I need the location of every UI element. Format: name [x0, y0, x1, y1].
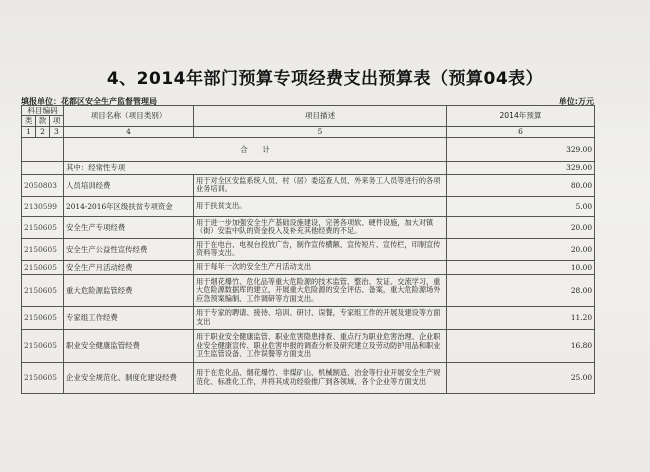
- project-name: 2014-2016年区级扶贫专项资金: [64, 196, 194, 216]
- budget-table: [21, 105, 595, 394]
- table-row: [22, 329, 595, 362]
- subject-code: 2150605: [22, 306, 64, 329]
- col-number: 5: [194, 126, 447, 137]
- project-desc: 用于在电台、电视台投放广告，制作宣传横额、宣传短片、宣传栏，印制宣传资料等支出。: [194, 238, 447, 260]
- col-number: 6: [447, 126, 595, 137]
- subject-code: 2150605: [22, 260, 64, 274]
- subject-code: 2150605: [22, 238, 64, 260]
- table-row: [22, 274, 595, 306]
- budget-value: 28.00: [447, 274, 595, 306]
- xiang-header: 项: [50, 116, 64, 126]
- lei-header: 类: [22, 116, 36, 126]
- total-value: 329.00: [447, 137, 595, 161]
- col-number: 1: [22, 126, 36, 137]
- budget-value: 10.00: [447, 260, 595, 274]
- project-name: 重大危险源监管经费: [64, 274, 194, 306]
- project-desc: 用于每年一次的安全生产月活动支出: [194, 260, 447, 274]
- col-number: 2: [36, 126, 50, 137]
- table-row: [22, 216, 595, 238]
- project-name: 安全生产专项经费: [64, 216, 194, 238]
- project-name-header: 项目名称（项目类别）: [64, 106, 194, 127]
- budget-value: 25.00: [447, 362, 595, 393]
- project-desc: 用于进一步加强安全生产基础设施建设，完善各项软、硬件设施，加大对镇（街）安监中队的资金投入及补充其他经费的不足。: [194, 216, 447, 238]
- project-name: 职业安全健康监管经费: [64, 329, 194, 362]
- project-name: 专家组工作经费: [64, 306, 194, 329]
- subject-code: 2150605: [22, 216, 64, 238]
- col-number: 3: [50, 126, 64, 137]
- kuan-header: 款: [36, 116, 50, 126]
- col-number: 4: [64, 126, 194, 137]
- project-desc: 用于职业安全健康监管、职业危害隐患排查、重点行为职业危害治理、企业职业安全健康宣传、职业危害申报的调查分析及研究建立及劳动防护用品和职业卫生监管设备、工作误餐等方面支出: [194, 329, 447, 362]
- budget-header: 2014年预算: [447, 106, 595, 127]
- table-row: [22, 174, 595, 196]
- budget-value: 20.00: [447, 238, 595, 260]
- project-name: 人员培训经费: [64, 174, 194, 196]
- column-number-row: [22, 126, 595, 137]
- project-desc: 用于专家的聘请、接待、培训、研讨、误餐，专家组工作的开展及建设等方面支出: [194, 306, 447, 329]
- budget-value: 16.80: [447, 329, 595, 362]
- table-row: [22, 196, 595, 216]
- subtotal-label: 其中：经常性专项: [64, 161, 447, 174]
- total-label: 合 计: [64, 137, 447, 161]
- table-row: [22, 260, 595, 274]
- project-desc: 用于扶贫支出。: [194, 196, 447, 216]
- subject-code: 2150605: [22, 274, 64, 306]
- subtotal-row: [22, 161, 595, 174]
- table-row: [22, 306, 595, 329]
- subject-code: 2150605: [22, 362, 64, 393]
- budget-value: 11.20: [447, 306, 595, 329]
- table-row: [22, 238, 595, 260]
- project-name: 安全生产月活动经费: [64, 260, 194, 274]
- project-desc: 用于烟花爆竹、危化品等重大危险源的技术监管、整治、发证、交流学习，重大危险源数据库的建立，开展重大危险源的安全评估、备案，重大危险源场外应急预案编制、工作调研等方面支出。: [194, 274, 447, 306]
- budget-value: 5.00: [447, 196, 595, 216]
- subject-code-header: 科目编码: [22, 106, 64, 116]
- reporting-unit: 填报单位：花都区安全生产监督管理局: [21, 97, 157, 106]
- subject-code: 2150605: [22, 329, 64, 362]
- budget-value: 80.00: [447, 174, 595, 196]
- subtotal-value: 329.00: [447, 161, 595, 174]
- project-name: 企业安全规范化、制度化建设经费: [64, 362, 194, 393]
- project-desc: 用于在危化品、烟花爆竹、非煤矿山、机械制造、冶金等行业开展安全生产规范化、标准化工作，并将其成功经验推广到各领域、各个企业等方面支出: [194, 362, 447, 393]
- project-desc-header: 项目描述: [194, 106, 447, 127]
- subject-code: 2130599: [22, 196, 64, 216]
- total-row: [22, 137, 595, 161]
- document-title: 4、2014年部门预算专项经费支出预算表（预算04表）: [106, 69, 544, 89]
- budget-value: 20.00: [447, 216, 595, 238]
- table-row: [22, 362, 595, 393]
- project-desc: 用于对全区安监系统人员、村（居）委巡查人员、外来务工人员等进行的各项业务培训。: [194, 174, 447, 196]
- subject-code: 2050803: [22, 174, 64, 196]
- currency-unit: 单位:万元: [558, 97, 594, 106]
- project-name: 安全生产公益性宣传经费: [64, 238, 194, 260]
- header-row: [22, 106, 595, 116]
